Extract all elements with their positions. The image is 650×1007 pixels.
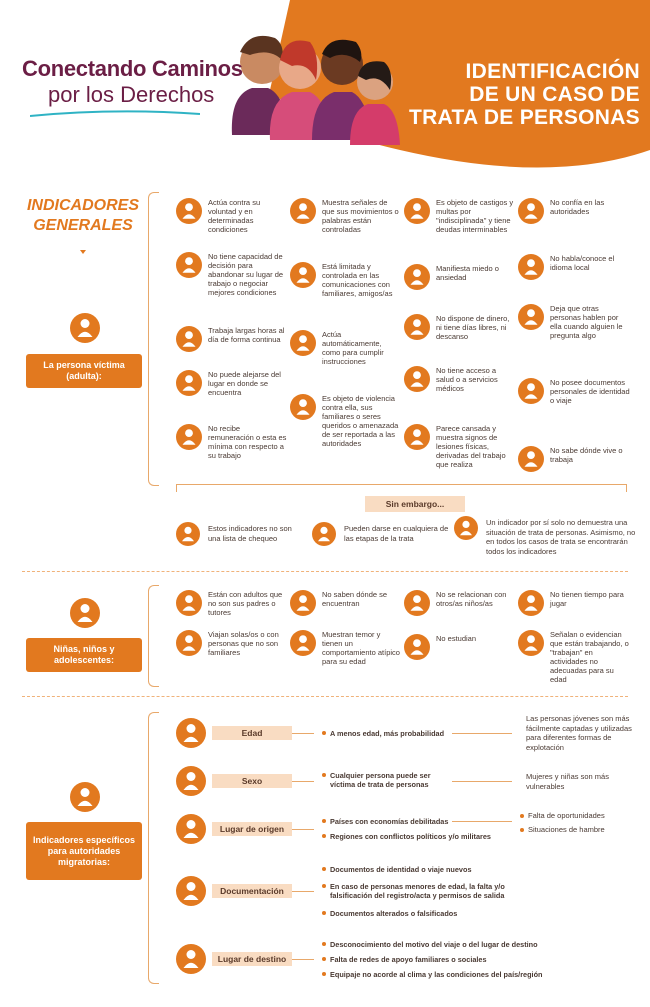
blocked-phone-icon xyxy=(290,262,316,288)
no-play-icon xyxy=(518,590,544,616)
single-indicator-icon xyxy=(454,516,478,540)
health-icon xyxy=(404,366,430,392)
bullet-dot xyxy=(520,828,524,832)
bullet-dot xyxy=(322,773,326,777)
no-pay-icon xyxy=(176,424,202,450)
brand-name-line1: Conectando Caminos xyxy=(22,56,243,81)
language-icon xyxy=(518,254,544,280)
distrust-icon xyxy=(518,198,544,224)
bullet-text: Regiones con conflictos políticos y/o militares xyxy=(330,832,491,841)
bullet-text: A menos edad, más probabilidad xyxy=(330,729,445,738)
adult-victim-label: La persona víctima (adulta): xyxy=(26,354,142,388)
title-line1: IDENTIFICACIÓN xyxy=(465,60,640,83)
bullet-text: Equipaje no acorde al clima y las condiciones del país/región xyxy=(330,970,543,979)
bullet-text: Países con economías debilitadas xyxy=(330,817,449,826)
globe-hand-icon xyxy=(176,814,206,844)
bullet-dot xyxy=(322,819,326,823)
category-note: Las personas jóvenes son más fácilmente captadas y utilizadas para diferentes formas de explotación xyxy=(526,714,632,752)
connector xyxy=(452,733,512,734)
brand-name-line2: por los Derechos xyxy=(48,82,215,107)
controlled-speech-icon xyxy=(290,198,316,224)
category-label: Edad xyxy=(212,726,292,740)
location-icon xyxy=(290,590,316,616)
bullet-dot xyxy=(520,814,524,818)
forced-action-icon xyxy=(176,198,202,224)
specific-bracket xyxy=(148,712,159,984)
lost-location-icon xyxy=(518,446,544,472)
specific-label: Indicadores específicos para autoridades migratorias: xyxy=(26,822,142,880)
bullet-dot xyxy=(322,867,326,871)
title-line2: DE UN CASO DE xyxy=(469,83,640,106)
no-money-icon xyxy=(404,314,430,340)
bullet-text: Documentos de identidad o viaje nuevos xyxy=(330,865,472,874)
child-labor-icon xyxy=(518,630,544,656)
children-bracket xyxy=(148,585,159,687)
page-title xyxy=(380,60,640,129)
person-list-icon xyxy=(70,313,100,343)
stages-icon xyxy=(312,522,336,546)
however-tick-left xyxy=(176,484,177,492)
bullet-dot xyxy=(322,957,326,961)
with-adults-icon xyxy=(176,590,202,616)
connector xyxy=(452,781,512,782)
no-documents-icon xyxy=(518,378,544,404)
category-note: Mujeres y niñas son más vulnerables xyxy=(526,772,609,791)
section-title-line1: INDICADORES xyxy=(26,197,139,214)
bullet-dot xyxy=(322,972,326,976)
automatic-icon xyxy=(290,330,316,356)
confined-icon xyxy=(176,370,202,396)
no-decision-icon xyxy=(176,252,202,278)
connector xyxy=(292,829,314,830)
connector xyxy=(292,733,314,734)
bullet-text: Documentos alterados o falsificados xyxy=(330,909,458,918)
adult-bracket xyxy=(148,192,159,486)
bullet-text: Desconocimiento del motivo del viaje o del lugar de destino xyxy=(330,940,538,949)
fearful-child-icon xyxy=(290,630,316,656)
section-divider xyxy=(22,571,628,572)
bullet-dot xyxy=(322,911,326,915)
category-note: Falta de oportunidades xyxy=(528,811,605,820)
title-line3: TRATA DE PERSONAS xyxy=(408,106,640,129)
clock-icon xyxy=(176,326,202,352)
brand-swoosh xyxy=(30,110,200,118)
speak-for-icon xyxy=(518,304,544,330)
section-title-line2: GENERALES xyxy=(33,217,133,234)
age-icon xyxy=(176,718,206,748)
bullet-dot xyxy=(322,731,326,735)
section-title-general xyxy=(22,196,144,236)
bullet-text: Falta de redes de apoyo familiares o sociales xyxy=(330,955,487,964)
caret-down-icon xyxy=(80,250,86,254)
bullet-dot xyxy=(322,942,326,946)
id-card-icon xyxy=(176,876,206,906)
section-divider xyxy=(22,696,628,697)
category-label: Lugar de origen xyxy=(212,822,292,836)
bullet-text: En caso de personas menores de edad, la falta y/o falsificación del registro/acta y permisos de salida xyxy=(330,882,505,900)
violence-icon xyxy=(290,394,316,420)
no-school-icon xyxy=(404,634,430,660)
however-tick-right xyxy=(626,484,627,492)
connector xyxy=(292,781,314,782)
category-note: Situaciones de hambre xyxy=(528,825,605,834)
category-label: Lugar de destino xyxy=(212,952,292,966)
injury-icon xyxy=(404,424,430,450)
punishment-icon xyxy=(404,198,430,224)
fear-icon xyxy=(404,264,430,290)
however-line xyxy=(176,484,626,485)
children-icon xyxy=(70,598,100,628)
connector xyxy=(452,821,512,822)
gender-icon xyxy=(176,766,206,796)
bullet-dot xyxy=(322,834,326,838)
migration-document-icon xyxy=(70,782,100,812)
travel-icon xyxy=(176,630,202,656)
connector xyxy=(292,891,314,892)
destination-pin-icon xyxy=(176,944,206,974)
category-label: Sexo xyxy=(212,774,292,788)
checklist-icon xyxy=(176,522,200,546)
isolated-icon xyxy=(404,590,430,616)
children-label: Niñas, niños y adolescentes: xyxy=(26,638,142,672)
bullet-dot xyxy=(322,884,326,888)
bullet-text: Cualquier persona puede ser víctima de trata de personas xyxy=(330,771,431,789)
however-label: Sin embargo... xyxy=(365,496,465,512)
category-label: Documentación xyxy=(212,884,292,898)
connector xyxy=(292,959,314,960)
